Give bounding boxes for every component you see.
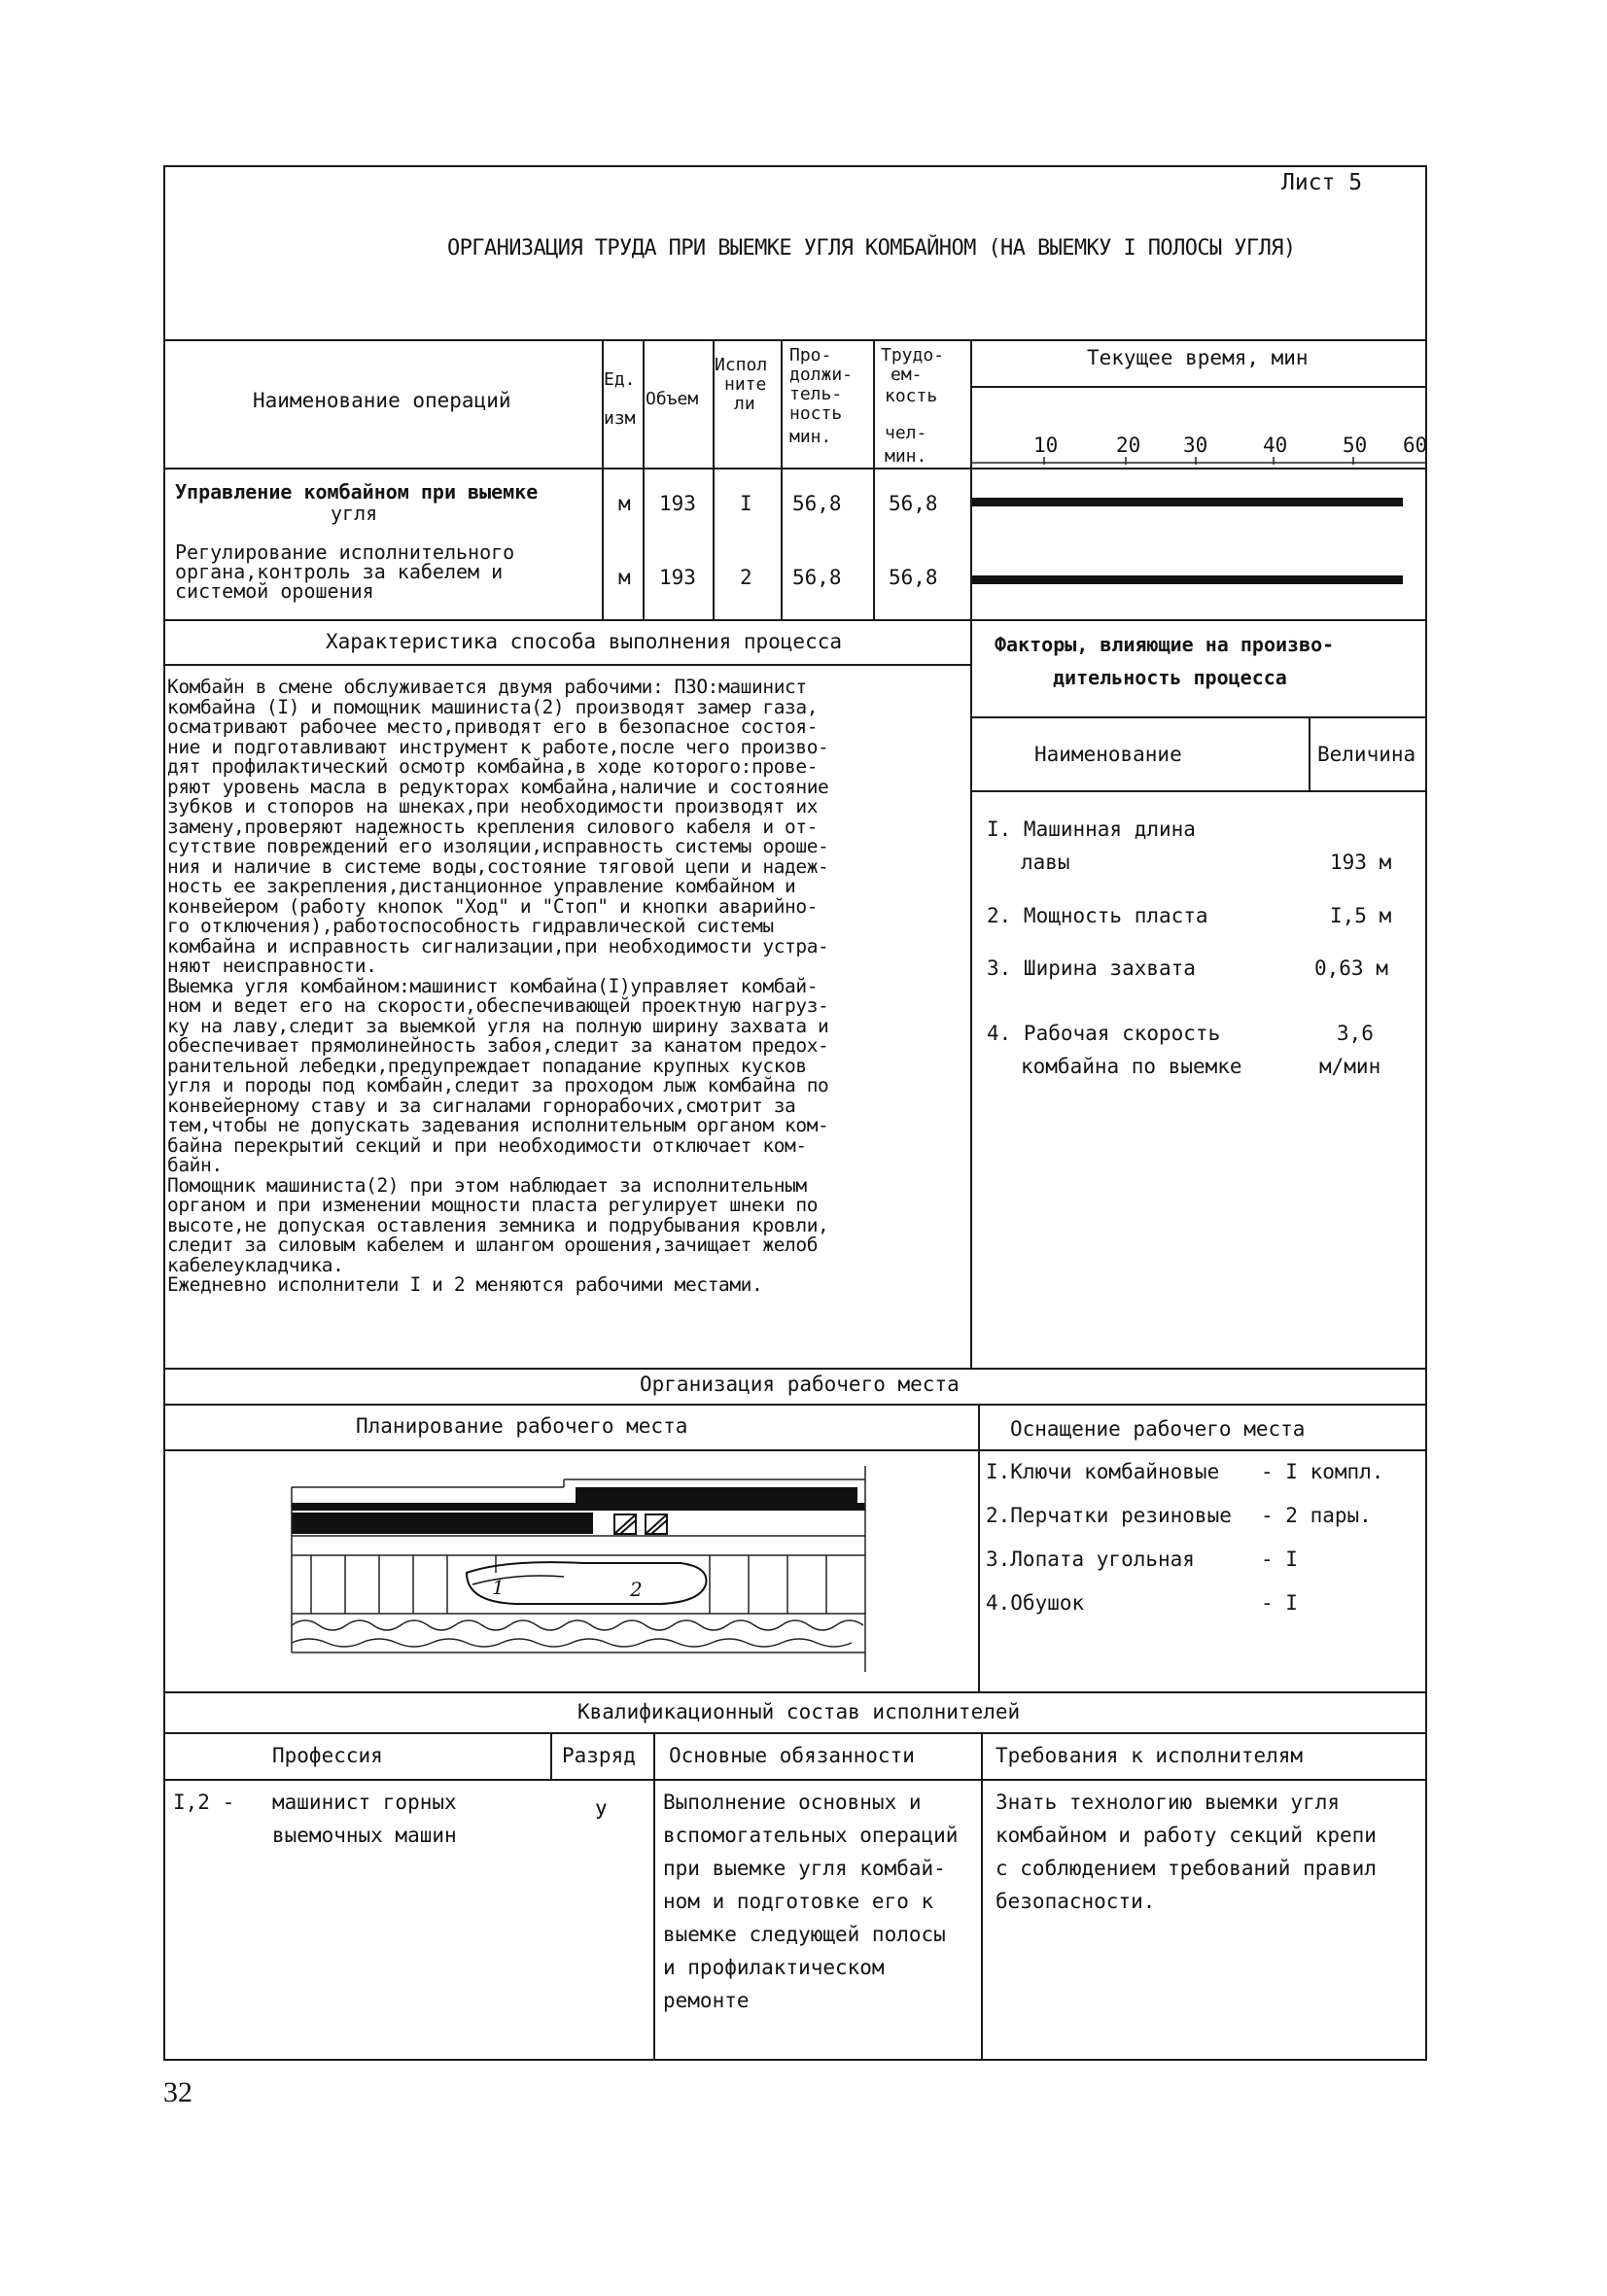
process-line: кабелеукладчика.: [167, 1253, 344, 1276]
process-line: органом и при изменении мощности пласта регулирует шнеки по: [167, 1194, 819, 1216]
equipment-3-name: 3.Лопата угольная: [986, 1548, 1195, 1571]
process-line: ряют уровень масла в редукторах комбайна,наличие и состояние: [167, 775, 829, 798]
col-labor-5: мин.: [885, 446, 927, 467]
qual-requirements-1: Знать технологию выемки угля: [996, 1791, 1341, 1814]
process-description: [167, 678, 966, 1296]
factor-2-name: 2. Мощность пласта: [987, 904, 1208, 927]
col-current-time: Текущее время, мин: [1087, 346, 1309, 369]
process-line: Ежедневно исполнители I и 2 меняются рабочими местами.: [167, 1273, 763, 1296]
equipment-1-name: I.Ключи комбайновые: [986, 1460, 1220, 1483]
equipment-3-qty: - I: [1261, 1548, 1298, 1571]
equipment-4-qty: - I: [1261, 1591, 1298, 1615]
process-line: конвейерному ставу и за сигналами горнорабочих,смотрит за: [167, 1094, 796, 1117]
qual-duties-4: ном и подготовке его к: [663, 1890, 934, 1913]
col-productivity-5: мин.: [789, 427, 832, 447]
equipment-4-name: 4.Обушок: [986, 1591, 1085, 1615]
factor-1-value: 193 м: [1330, 851, 1392, 874]
qual-duties-7: ремонте: [663, 1989, 750, 2012]
col-labor-4: чел-: [885, 423, 927, 443]
process-line: обеспечивает прямолинейность забоя,следит за канатом предох-: [167, 1034, 829, 1057]
process-line: байна перекрытий секций и при необходимости отключает ком-: [167, 1133, 807, 1157]
col-productivity-4: ность: [789, 403, 843, 424]
op1-executors: I: [740, 492, 752, 515]
factor-1-name-1: I. Машинная длина: [987, 818, 1196, 841]
qual-grade: У: [595, 1800, 608, 1824]
process-heading: Характеристика способа выполнения процесса: [326, 630, 843, 653]
op2-time-bar: [972, 575, 1403, 584]
col-productivity-2: должи-: [789, 365, 854, 385]
col-executors-3: ли: [734, 394, 755, 414]
factor-3-name: 3. Ширина захвата: [987, 957, 1196, 980]
op1-productivity: 56,8: [792, 492, 842, 515]
page-number: 32: [163, 2076, 192, 2108]
process-line: Выемка угля комбайном:машинист комбайна(I)управляет комбай-: [167, 974, 819, 997]
factor-2-value: I,5 м: [1330, 904, 1392, 927]
process-line: го отключения),работоспособность гидравлической системы: [167, 915, 774, 937]
factor-4-name-2: комбайна по выемке: [1021, 1055, 1242, 1078]
equipment-2-qty: - 2 пары.: [1261, 1504, 1372, 1527]
process-line: угля и породы под комбайн,следит за проходом лыж комбайна по: [167, 1074, 829, 1096]
op2-name-3: системой орошения: [175, 579, 374, 603]
process-line: зубков и стопоров на шнеках,при необходимости производят их: [167, 795, 819, 818]
op1-name-1: Управление комбайном при выемке: [175, 480, 539, 504]
op1-name-2: угля: [331, 502, 378, 525]
tick-20: 20: [1116, 434, 1141, 457]
qualification-heading: Квалификационный состав исполнителей: [577, 1700, 1021, 1723]
process-line: конвейером (работу кнопок "Ход" и "Стоп" и кнопки аварийно-: [167, 894, 819, 918]
process-line: ном и ведет его на скорости,обеспечивающей проектную нагруз-: [167, 994, 829, 1017]
factors-heading-2: дительность процесса: [1053, 666, 1287, 689]
process-line: комбайна (I) и помощник машиниста(2) производят замер газа,: [167, 695, 819, 718]
qual-col-requirements: Требования к исполнителям: [996, 1744, 1304, 1767]
col-unit-1: Ед.: [604, 369, 636, 390]
process-line: осматривают рабочее место,приводят его в безопасное состоя-: [167, 715, 819, 738]
process-line: байн.: [167, 1154, 223, 1176]
process-line: няют неисправности.: [167, 955, 377, 977]
op2-productivity: 56,8: [792, 566, 842, 589]
op1-labor: 56,8: [889, 492, 938, 515]
col-productivity-3: тель-: [789, 384, 843, 404]
factors-col-value: Величина: [1317, 743, 1416, 766]
col-productivity-1: Про-: [789, 345, 832, 365]
process-line: Помощник машиниста(2) при этом наблюдает за исполнительным: [167, 1173, 807, 1197]
workplace-diagram: [272, 1458, 894, 1684]
op1-time-bar: [972, 498, 1403, 506]
factor-1-name-2: лавы: [1021, 851, 1070, 874]
op2-name-1: Регулирование исполнительного: [175, 540, 515, 564]
factors-col-name: Наименование: [1034, 743, 1182, 766]
op2-unit: м: [618, 566, 631, 589]
col-unit-2: изм: [604, 408, 636, 429]
qual-duties-1: Выполнение основных и: [663, 1791, 922, 1814]
diagram-label-1: 1: [492, 1576, 505, 1599]
equipment-2-name: 2.Перчатки резиновые: [986, 1504, 1232, 1527]
process-line: ку на лаву,следит за выемкой угля на полную ширину захвата и: [167, 1014, 829, 1037]
equipment-1-qty: - I компл.: [1261, 1460, 1384, 1483]
process-line: ния и наличие в системе воды,состояние тяговой цепи и надеж-: [167, 854, 829, 878]
page-title: ОРГАНИЗАЦИЯ ТРУДА ПРИ ВЫЕМКЕ УГЛЯ КОМБАЙНОМ (НА ВЫЕМКУ I ПОЛОСЫ УГЛЯ): [447, 236, 1296, 261]
qual-col-profession: Профессия: [272, 1744, 383, 1767]
process-line: тем,чтобы не допускать задевания исполнительным органом ком-: [167, 1114, 829, 1136]
col-executors-2: ните: [724, 374, 767, 395]
factors-heading-1: Факторы, влияющие на произво-: [995, 633, 1335, 656]
factor-4-value-2: м/мин: [1319, 1055, 1381, 1078]
qual-row-num: I,2 -: [173, 1791, 235, 1814]
tick-50: 50: [1343, 434, 1368, 457]
process-line: ние и подготавливают инструмент к работе,после чего произво-: [167, 735, 829, 758]
op1-unit: м: [618, 492, 631, 515]
process-line: ность ее закрепления,дистанционное управление комбайном и: [167, 875, 796, 897]
qual-col-grade: Разряд: [562, 1744, 636, 1767]
op2-executors: 2: [740, 566, 752, 589]
op2-labor: 56,8: [889, 566, 938, 589]
process-line: Комбайн в смене обслуживается двумя рабочими: ПЗО:машинист: [167, 676, 807, 698]
sheet-number: Лист 5: [1281, 170, 1363, 195]
op2-volume: 193: [659, 566, 696, 589]
tick-40: 40: [1263, 434, 1288, 457]
qual-profession-2: выемочных машин: [272, 1824, 457, 1847]
process-line: замену,проверяют надежность крепления силового кабеля и от-: [167, 815, 819, 838]
timeline-axis: [972, 453, 1425, 467]
col-volume: Объем: [646, 389, 699, 409]
qual-requirements-2: комбайном и работу секций крепи: [996, 1824, 1377, 1847]
tick-60: 60: [1403, 434, 1428, 457]
process-line: ранительной лебедки,предупреждает попадание крупных кусков: [167, 1054, 807, 1077]
qual-profession-1: машинист горных: [272, 1791, 457, 1814]
process-line: дят профилактический осмотр комбайна,в ходе которого:прове-: [167, 755, 819, 778]
qual-duties-2: вспомогательных операций: [663, 1824, 959, 1847]
factor-4-value-1: 3,6: [1337, 1022, 1374, 1045]
qual-duties-6: и профилактическом: [663, 1956, 885, 1979]
factor-4-name-1: 4. Рабочая скорость: [987, 1022, 1221, 1045]
process-line: сутствие повреждений его изоляции,исправность системы ороше-: [167, 835, 829, 857]
planning-heading: Планирование рабочего места: [356, 1414, 688, 1438]
diagram-label-2: 2: [630, 1578, 643, 1601]
col-executors-1: Испол: [715, 355, 768, 375]
process-line: комбайна и исправность сигнализации,при необходимости устра-: [167, 934, 829, 957]
tick-10: 10: [1033, 434, 1059, 457]
col-labor-1: Трудо-: [881, 345, 945, 365]
col-labor-3: кость: [885, 386, 938, 406]
qual-col-duties: Основные обязанности: [669, 1744, 915, 1767]
qual-duties-5: выемке следующей полосы: [663, 1923, 946, 1946]
col-operation-name: Наименование операций: [253, 389, 511, 412]
col-labor-2: ем-: [891, 365, 923, 385]
equipment-heading: Оснащение рабочего места: [1010, 1417, 1306, 1441]
tick-30: 30: [1183, 434, 1208, 457]
op1-volume: 193: [659, 492, 696, 515]
qual-requirements-4: безопасности.: [996, 1890, 1156, 1913]
factor-3-value: 0,63 м: [1314, 957, 1388, 980]
process-line: следит за силовым кабелем и шлангом орошения,зачищает желоб: [167, 1234, 819, 1256]
qual-requirements-3: с соблюдением требований правил: [996, 1857, 1377, 1880]
op2-name-2: органа,контроль за кабелем и: [175, 560, 504, 583]
process-line: высоте,не допуская оставления земника и подрубывания кровли,: [167, 1213, 829, 1236]
qual-duties-3: при выемке угля комбай-: [663, 1857, 946, 1880]
workplace-heading: Организация рабочего места: [640, 1373, 960, 1396]
